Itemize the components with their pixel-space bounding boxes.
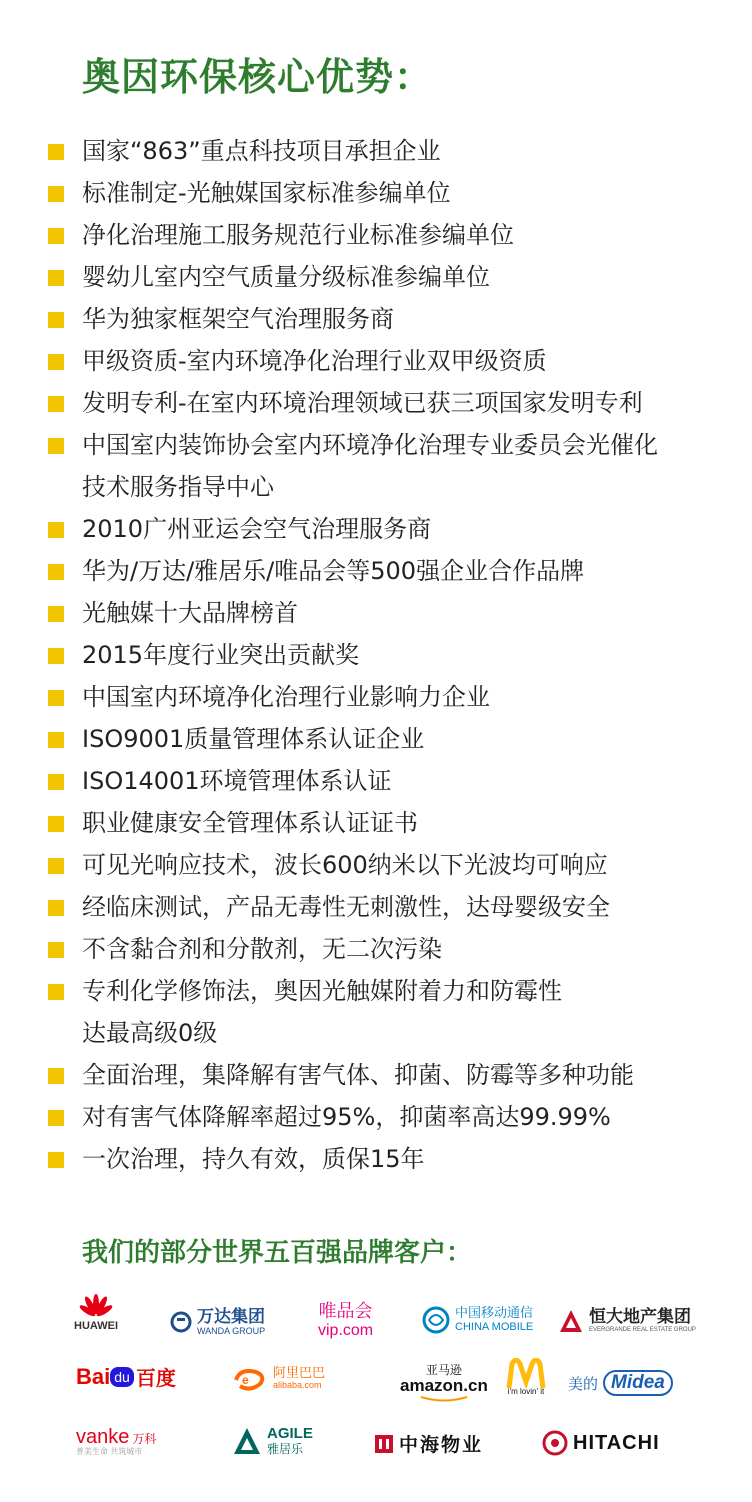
huawei-text: HUAWEI xyxy=(74,1320,118,1332)
yellow-square-bullet-icon xyxy=(48,396,64,412)
evergrande-logo xyxy=(558,1308,696,1334)
midea-logo xyxy=(568,1370,673,1396)
yellow-square-bullet-icon xyxy=(48,354,64,370)
advantage-text: 可见光响应技术，波长600纳米以下光波均可响应 xyxy=(82,851,608,879)
yellow-square-bullet-icon xyxy=(48,732,64,748)
advantages-list xyxy=(0,130,752,1180)
advantage-text: 2010广州亚运会空气治理服务商 xyxy=(82,515,432,543)
baidu-text-a: Bai xyxy=(76,1363,111,1389)
vip-en: vip.com xyxy=(318,1321,374,1339)
svg-text:e: e xyxy=(242,1373,249,1387)
cohl-cn: 中海物业 xyxy=(399,1434,484,1456)
amazon-cn: 亚马逊 xyxy=(425,1363,462,1377)
wanda-en: WANDA GROUP xyxy=(197,1325,266,1336)
wanda-logo xyxy=(170,1308,265,1337)
yellow-square-bullet-icon xyxy=(48,816,64,832)
list-item xyxy=(0,508,752,550)
advantage-text: 华为/万达/雅居乐/唯品会等500强企业合作品牌 xyxy=(82,557,585,585)
list-item xyxy=(0,340,752,382)
hitachi-icon xyxy=(542,1430,568,1456)
yellow-square-bullet-icon xyxy=(48,1068,64,1084)
evergrande-cn: 恒大地产集团 xyxy=(589,1307,691,1328)
clients-title: 我们的部分世界五百强品牌客户： xyxy=(82,1238,473,1268)
advantage-text: ISO14001环境管理体系认证 xyxy=(82,767,392,795)
midea-en: Midea xyxy=(603,1370,673,1396)
list-item xyxy=(0,1138,752,1180)
huawei-flower-icon xyxy=(74,1294,118,1320)
wanda-cn: 万达集团 xyxy=(197,1307,265,1327)
amazon-smile-icon xyxy=(419,1396,469,1402)
hitachi-text: HITACHI xyxy=(573,1431,660,1454)
cohl-icon xyxy=(374,1434,394,1454)
agile-en: AGILE xyxy=(267,1425,313,1443)
vanke-logo xyxy=(76,1426,156,1457)
mcdonalds-arches-icon xyxy=(506,1358,546,1388)
midea-cn: 美的 xyxy=(568,1374,599,1393)
yellow-square-bullet-icon xyxy=(48,648,64,664)
list-item xyxy=(0,928,752,970)
advantage-text: 净化治理施工服务规范行业标准参编单位 xyxy=(82,221,514,249)
yellow-square-bullet-icon xyxy=(48,144,64,160)
yellow-square-bullet-icon xyxy=(48,186,64,202)
advantage-text: 国家“863”重点科技项目承担企业 xyxy=(82,137,441,165)
list-item xyxy=(0,844,752,886)
advantage-text: 婴幼儿室内空气质量分级标准参编单位 xyxy=(82,263,490,291)
china-mobile-cn: 中国移动通信 xyxy=(455,1305,534,1321)
yellow-square-bullet-icon xyxy=(48,312,64,328)
yellow-square-bullet-icon xyxy=(48,438,64,454)
advantage-text: 经临床测试，产品无毒性无刺激性，达母婴级安全 xyxy=(82,893,610,921)
advantage-text: 发明专利-在室内环境治理领域已获三项国家发明专利 xyxy=(82,389,643,417)
alibaba-icon xyxy=(232,1366,268,1392)
agile-logo xyxy=(232,1426,313,1456)
list-item xyxy=(0,382,752,424)
vip-cn: 唯品会 xyxy=(318,1301,373,1322)
list-item xyxy=(0,760,752,802)
list-item xyxy=(0,634,752,676)
advantage-text: 中国室内装饰协会室内环境净化治理专业委员会光催化 技术服务指导中心 xyxy=(82,431,658,501)
huawei-logo xyxy=(74,1294,118,1332)
evergrande-en: EVERGRANDE REAL ESTATE GROUP xyxy=(589,1327,696,1334)
cohl-logo xyxy=(374,1430,483,1457)
list-item xyxy=(0,550,752,592)
list-item xyxy=(0,592,752,634)
yellow-square-bullet-icon xyxy=(48,942,64,958)
vanke-sub: 普美生命 共筑城市 xyxy=(76,1447,143,1456)
top-strip xyxy=(0,0,752,10)
baidu-logo xyxy=(76,1362,176,1391)
advantage-text: 华为独家框架空气治理服务商 xyxy=(82,305,394,333)
advantage-text: 标准制定-光触媒国家标准参编单位 xyxy=(82,179,451,207)
mcdonalds-slogan: i'm lovin' it xyxy=(507,1387,545,1396)
advantage-text: 专利化学修饰法，奥因光触媒附着力和防霉性 达最高级0级 xyxy=(82,977,562,1047)
alibaba-cn: 阿里巴巴 xyxy=(273,1365,326,1381)
agile-cn: 雅居乐 xyxy=(267,1441,304,1456)
baidu-paw-text: du xyxy=(110,1367,134,1387)
amazon-logo xyxy=(400,1364,488,1402)
vip-logo xyxy=(318,1302,373,1339)
list-item xyxy=(0,214,752,256)
list-item xyxy=(0,1096,752,1138)
baidu-cn: 百度 xyxy=(135,1366,176,1390)
alibaba-en: alibaba.com xyxy=(273,1380,322,1391)
advantage-text: 2015年度行业突出贡献奖 xyxy=(82,641,360,669)
list-item xyxy=(0,1054,752,1096)
list-item xyxy=(0,424,752,508)
agile-icon xyxy=(232,1426,262,1456)
advantage-text: ISO9001质量管理体系认证企业 xyxy=(82,725,425,753)
evergrande-icon xyxy=(558,1308,584,1334)
advantage-text: 甲级资质-室内环境净化治理行业双甲级资质 xyxy=(82,347,547,375)
vanke-cn: 万科 xyxy=(132,1432,157,1446)
amazon-en: amazon.cn xyxy=(400,1376,488,1396)
yellow-square-bullet-icon xyxy=(48,606,64,622)
china-mobile-logo xyxy=(422,1306,533,1334)
yellow-square-bullet-icon xyxy=(48,774,64,790)
yellow-square-bullet-icon xyxy=(48,522,64,538)
list-item xyxy=(0,802,752,844)
page-title: 奥因环保核心优势： xyxy=(82,55,434,99)
list-item xyxy=(0,886,752,928)
advantage-text: 职业健康安全管理体系认证证书 xyxy=(82,809,418,837)
advantage-text: 对有害气体降解率超过95%，抑菌率高达99.99% xyxy=(82,1103,611,1131)
yellow-square-bullet-icon xyxy=(48,690,64,706)
list-item xyxy=(0,970,752,1054)
alibaba-logo xyxy=(232,1366,325,1392)
vanke-en: vanke xyxy=(76,1426,130,1448)
advantage-text: 光触媒十大品牌榜首 xyxy=(82,599,298,627)
china-mobile-icon xyxy=(422,1306,450,1334)
hitachi-logo xyxy=(542,1430,660,1456)
yellow-square-bullet-icon xyxy=(48,900,64,916)
yellow-square-bullet-icon xyxy=(48,1152,64,1168)
wanda-icon xyxy=(170,1311,192,1333)
mcdonalds-logo xyxy=(506,1358,546,1397)
yellow-square-bullet-icon xyxy=(48,1110,64,1126)
list-item xyxy=(0,130,752,172)
advantage-text: 中国室内环境净化治理行业影响力企业 xyxy=(82,683,490,711)
list-item xyxy=(0,676,752,718)
yellow-square-bullet-icon xyxy=(48,564,64,580)
yellow-square-bullet-icon xyxy=(48,228,64,244)
china-mobile-en: CHINA MOBILE xyxy=(455,1321,534,1334)
yellow-square-bullet-icon xyxy=(48,858,64,874)
list-item xyxy=(0,172,752,214)
list-item xyxy=(0,256,752,298)
advantage-text: 全面治理，集降解有害气体、抑菌、防霉等多种功能 xyxy=(82,1061,634,1089)
yellow-square-bullet-icon xyxy=(48,270,64,286)
advantage-text: 一次治理，持久有效，质保15年 xyxy=(82,1145,425,1173)
list-item xyxy=(0,718,752,760)
list-item xyxy=(0,298,752,340)
yellow-square-bullet-icon xyxy=(48,984,64,1000)
advantage-text: 不含黏合剂和分散剂，无二次污染 xyxy=(82,935,442,963)
